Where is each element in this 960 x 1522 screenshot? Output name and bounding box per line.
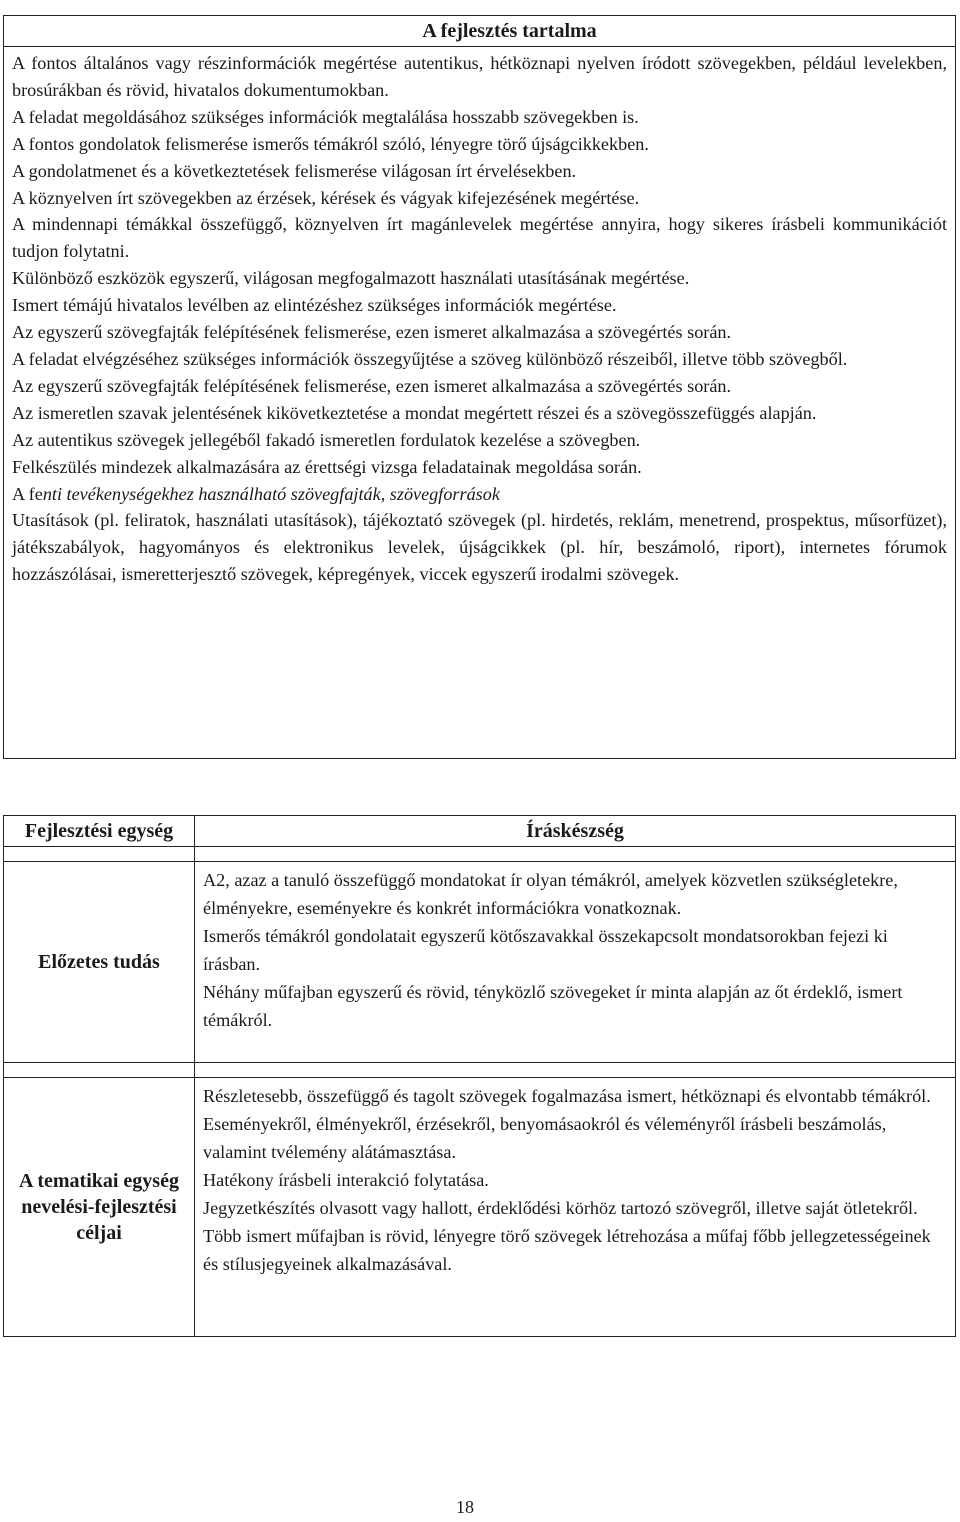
unit-spacer	[195, 1063, 956, 1077]
sources-subheading	[12, 481, 947, 508]
sources-subheading-prefix: A fe	[12, 483, 43, 504]
unit-header-left: Fejlesztési egység	[3, 815, 195, 847]
unit-spacer	[195, 847, 956, 861]
prior-knowledge-label: Előzetes tudás	[3, 861, 195, 1063]
content-paragraph: A feladat megoldásához szükséges információk megtalálása hosszabb szövegekben is.	[12, 106, 639, 127]
unit-spacer	[3, 847, 195, 861]
prior-paragraph: A2, azaz a tanuló összefüggő mondatokat ír olyan témákról, amelyek közvetlen szükségletekre, élményekre, eseményekre és konkrét információkra vonatkoznak.	[203, 870, 898, 918]
prior-knowledge-content	[195, 861, 956, 1063]
content-paragraph: A fontos általános vagy részinformációk megértése autentikus, hétköznapi nyelven íródott szövegekben, például levelekben, brosúrákban és rövid, hivatalos dokumentumokban.	[12, 53, 947, 100]
prior-paragraph: Néhány műfajban egyszerű és rövid, tényközlő szövegeket ír minta alapján az őt érdeklő, ismert témákról.	[203, 982, 903, 1030]
unit-header-right: Íráskészség	[195, 815, 956, 847]
goals-paragraph: Több ismert műfajban is rövid, lényegre törő szövegek létrehozása a műfaj főbb jellegzetességeinek és stílusjegyeinek alkalmazásával.	[203, 1226, 931, 1274]
page-number: 18	[456, 1497, 474, 1517]
content-paragraph: Az egyszerű szövegfajták felépítésének felismerése, ezen ismeret alkalmazása a szövegértés során.	[12, 322, 732, 343]
goals-content	[195, 1077, 956, 1337]
content-paragraph: A feladat elvégzéséhez szükséges információk összegyűjtése a szöveg különböző részeiből, illetve több szövegből.	[12, 348, 848, 369]
content-paragraph: Különböző eszközök egyszerű, világosan megfogalmazott használati utasításának megértése.	[12, 268, 690, 289]
goals-paragraph: Részletesebb, összefüggő és tagolt szövegek fogalmazása ismert, hétköznapi és elvontabb témákról.	[203, 1086, 931, 1106]
content-paragraph: Ismert témájú hivatalos levélben az elintézéshez szükséges információk megértése.	[12, 295, 617, 316]
unit-table	[3, 815, 956, 1337]
content-paragraph: A mindennapi témákkal összefüggő, köznyelven írt magánlevelek megértése annyira, hogy sikeres írásbeli kommunikációt tudjon folytatni.	[12, 214, 947, 262]
goals-paragraph: Hatékony írásbeli interakció folytatása.	[203, 1170, 489, 1190]
goals-label: A tematikai egység nevelési-fejlesztési céljai	[3, 1077, 195, 1337]
content-paragraph: A gondolatmenet és a következtetések felismerése világosan írt érvelésekben.	[12, 160, 577, 181]
goals-paragraph: Eseményekről, élményekről, érzésekről, benyomásaokról és véleményről írásbeli beszámolás, valamint tvélemény alátámasztása.	[203, 1114, 887, 1162]
content-table-body	[4, 47, 956, 759]
goals-paragraph: Jegyzetkészítés olvasott vagy hallott, érdeklődési körhöz tartozó szövegről, illetve saját ötletekről.	[203, 1198, 918, 1218]
content-paragraph: A köznyelven írt szövegekben az érzések, kérések és vágyak kifejezésének megértése.	[12, 187, 640, 208]
content-paragraph: Az autentikus szövegek jellegéből fakadó ismeretlen fordulatok kezelése a szövegben.	[12, 429, 641, 450]
sources-paragraph: Utasítások (pl. feliratok, használati utasítások), tájékoztató szövegek (pl. hirdetés, reklám, menetrend, prospektus, műsorfüzet), játékszabályok, hagyományos és elektronikus levelek, újságcikkek (pl. hír, beszámoló, riport), internetes fórumok hozzászólásai, ismeretterjesztő szövegek, képregények, viccek egyszerű irodalmi szövegek.	[12, 510, 947, 585]
content-table-title: A fejlesztés tartalma	[4, 16, 956, 47]
content-paragraph: Az egyszerű szövegfajták felépítésének felismerése, ezen ismeret alkalmazása a szövegértés során.	[12, 375, 732, 396]
content-paragraph: A fontos gondolatok felismerése ismerős témákról szóló, lényegre törő újságcikkekben.	[12, 133, 649, 154]
sources-subheading-italic: nti tevékenységekhez használható szövegfajták, szövegforrások	[42, 483, 500, 504]
unit-spacer	[3, 1063, 195, 1077]
content-paragraph: Az ismeretlen szavak jelentésének kikövetkeztetése a mondat megértett részei és a szövegösszefüggés alapján.	[12, 402, 817, 423]
content-table	[3, 15, 956, 759]
content-paragraph: Felkészülés mindezek alkalmazására az érettségi vizsga feladatainak megoldása során.	[12, 456, 642, 477]
prior-paragraph: Ismerős témákról gondolatait egyszerű kötőszavakkal összekapcsolt mondatsorokban fejezi ki írásban.	[203, 926, 888, 974]
